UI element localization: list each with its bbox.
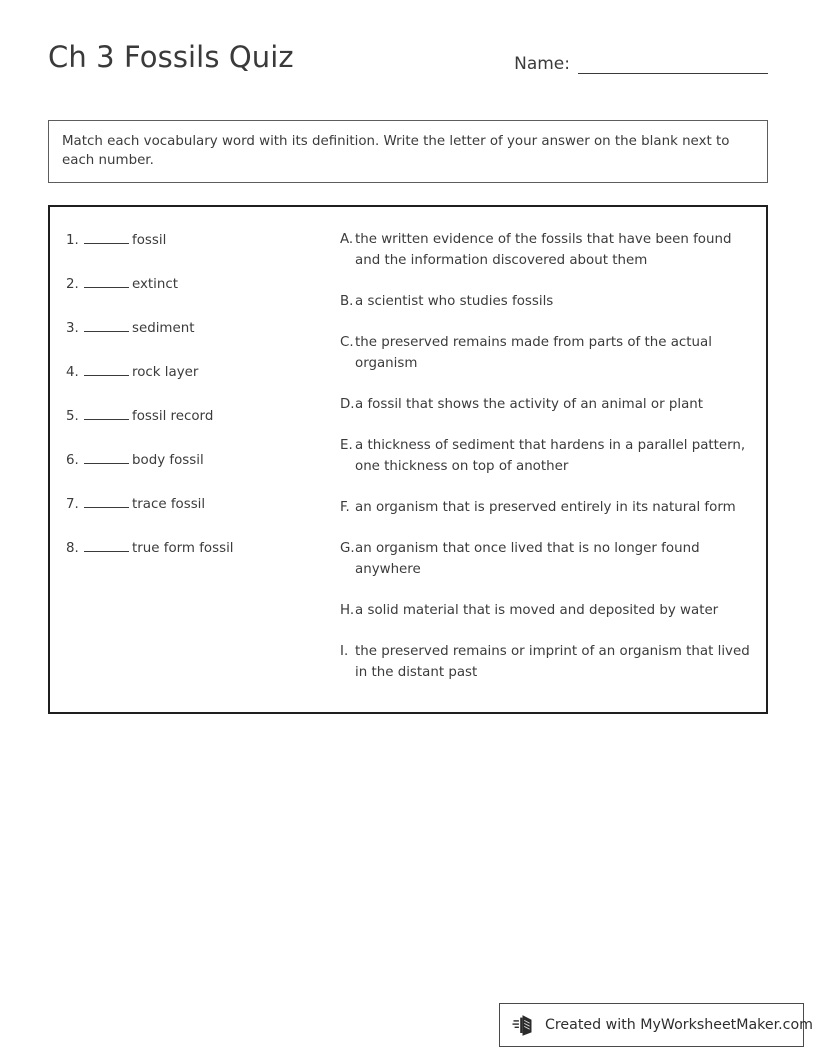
term-word: trace fossil [132,497,206,512]
name-input-blank[interactable] [578,55,768,74]
term-word: extinct [132,277,178,292]
worksheet-maker-logo-icon [512,1013,536,1037]
name-label: Name: [514,54,570,74]
definition-letter: C. [340,335,354,350]
definition-row [340,497,760,518]
term-row [66,273,336,317]
term-row [66,317,336,361]
instructions-box [48,120,768,183]
term-answer-blank[interactable] [84,317,129,332]
definition-text: the written evidence of the fossils that have been found and the information discovered about them [355,232,732,268]
definition-row [340,291,760,312]
instructions-text: Match each vocabulary word with its definition. Write the letter of your answer on the blank next to each number. [62,134,730,168]
definition-letter: A. [340,232,354,247]
term-number: 7. [66,497,79,512]
term-number: 6. [66,453,79,468]
definition-row [340,538,760,580]
definition-row [340,600,760,621]
term-word: body fossil [132,453,204,468]
definition-text: an organism that is preserved entirely in its natural form [355,500,736,515]
definition-text: a thickness of sediment that hardens in a parallel pattern, one thickness on top of another [355,438,746,474]
matching-exercise-box [48,205,768,714]
term-number: 1. [66,233,79,248]
created-with-badge[interactable] [499,1003,813,1047]
term-number: 5. [66,409,79,424]
definition-letter: B. [340,294,354,309]
term-row [66,229,336,273]
term-number: 4. [66,365,79,380]
definition-text: a solid material that is moved and deposited by water [355,603,719,618]
name-field-group [514,54,768,74]
term-row [66,449,336,493]
term-answer-blank[interactable] [84,229,129,244]
term-word: fossil [132,233,167,248]
term-answer-blank[interactable] [84,493,129,508]
term-row [66,537,336,581]
definitions-column [340,229,760,703]
term-word: true form fossil [132,541,234,556]
worksheet-header [48,40,768,96]
definition-text: a scientist who studies fossils [355,294,554,309]
term-word: rock layer [132,365,199,380]
definition-letter: E. [340,438,353,453]
definition-text: the preserved remains or imprint of an organism that lived in the distant past [355,644,750,680]
definition-row [340,641,760,683]
term-row [66,493,336,537]
term-word: sediment [132,321,195,336]
term-number: 3. [66,321,79,336]
term-row [66,405,336,449]
term-row [66,361,336,405]
definition-letter: I. [340,644,349,659]
definition-row [340,394,760,415]
definition-letter: F. [340,500,350,515]
definition-text: a fossil that shows the activity of an animal or plant [355,397,704,412]
badge-label: Created with MyWorksheetMaker.com [545,1017,813,1033]
term-number: 2. [66,277,79,292]
definition-letter: D. [340,397,355,412]
page-title: Ch 3 Fossils Quiz [48,40,294,74]
definition-text: an organism that once lived that is no longer found anywhere [355,541,700,577]
definition-text: the preserved remains made from parts of the actual organism [355,335,712,371]
term-word: fossil record [132,409,214,424]
term-answer-blank[interactable] [84,273,129,288]
term-answer-blank[interactable] [84,361,129,376]
term-answer-blank[interactable] [84,537,129,552]
definition-letter: G. [340,541,355,556]
term-answer-blank[interactable] [84,405,129,420]
definition-row [340,229,760,271]
definition-row [340,332,760,374]
definition-letter: H. [340,603,355,618]
term-number: 8. [66,541,79,556]
term-answer-blank[interactable] [84,449,129,464]
vocabulary-terms-column [66,229,336,581]
definition-row [340,435,760,477]
